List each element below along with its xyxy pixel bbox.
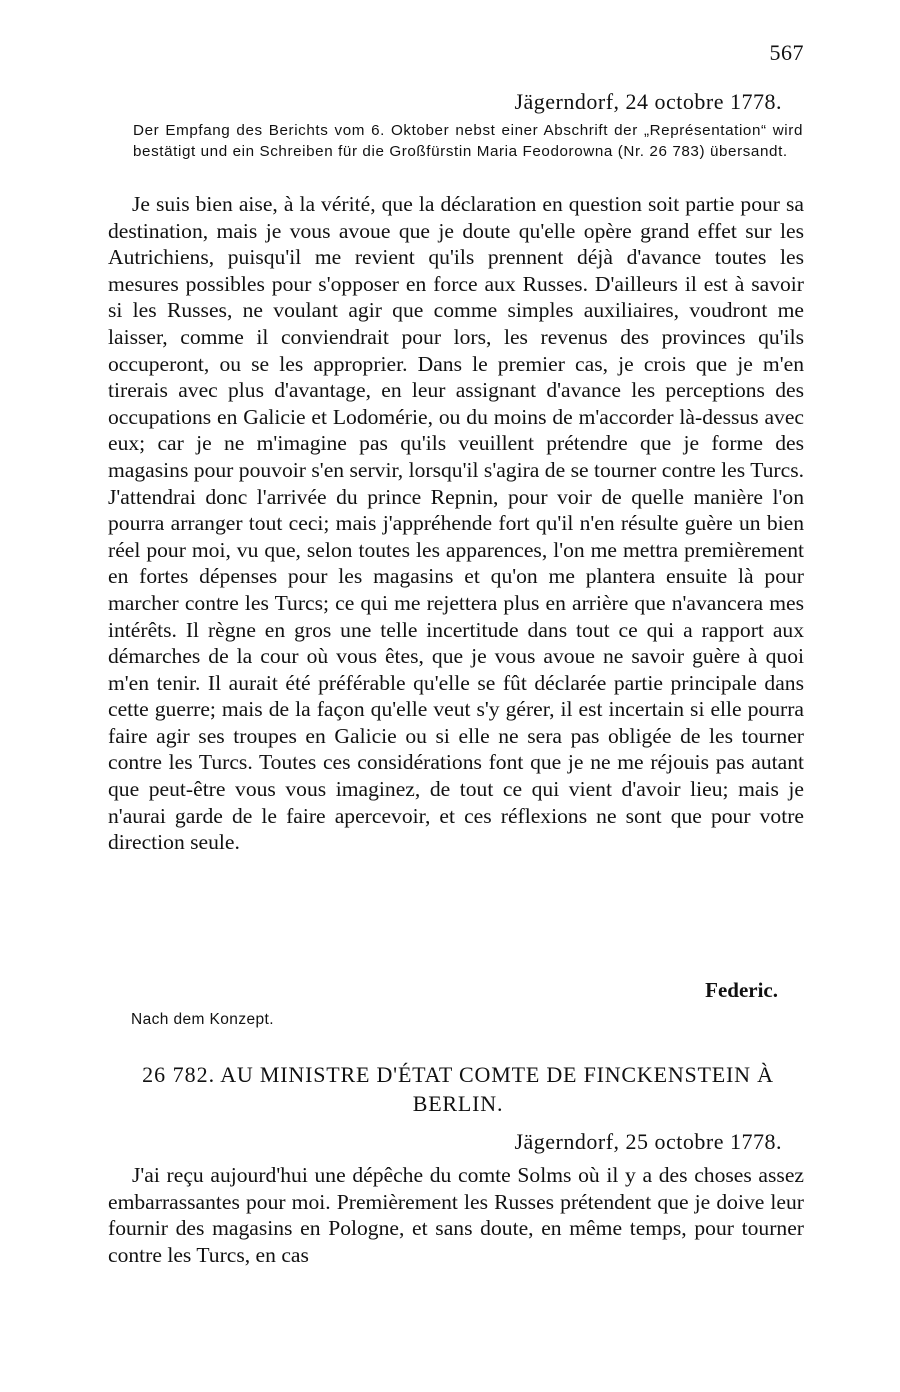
- letter2-title: AU MINISTRE D'ÉTAT COMTE DE FINCKENSTEIN À BERLIN.: [220, 1062, 774, 1116]
- letter1-body: [108, 191, 804, 856]
- page-number: 567: [769, 40, 804, 65]
- letter2-dateline: Jägerndorf, 25 octobre 1778.: [514, 1129, 782, 1154]
- letter-number: 26 782.: [142, 1062, 216, 1087]
- letter2-paragraph: J'ai reçu aujourd'hui une dépêche du comte Solms où il y a des choses assez embarrassantes pour moi. Premièrement les Russes prétendent que je doive leur fournir des magasins en Pologne, et sans doute, en même temps, pour tourner contre les Turcs, en cas: [108, 1163, 804, 1267]
- letter2-body: [108, 1162, 804, 1268]
- letter1-dateline: Jägerndorf, 24 octobre 1778.: [514, 89, 782, 114]
- letter1-paragraph: Je suis bien aise, à la vérité, que la déclaration en question soit partie pour sa destination, mais je vous avoue que je doute qu'elle opère grand effet sur les Autrichiens, puisqu'il me revient qu'ils prennent déjà d'avance toutes les mesures possibles pour s'opposer en force aux Russes. D'ailleurs il est à savoir si les Russes, ne voulant agir que comme simples auxiliaires, voudront me laisser, comme il conviendrait pour lors, les revenus des provinces qu'ils occuperont, ou se les approprier. Dans le premier cas, je crois que je m'en tirerais avec plus d'avantage, en leur assignant d'avance les perceptions des occupations en Galicie et Lodomérie, ou du moins de m'accorder là-dessus avec eux; car je ne m'imagine pas qu'ils veuillent prétendre que je forme des magasins pour pouvoir s'en servir, lorsqu'il s'agira de se tourner contre les Turcs. J'attendrai donc l'arrivée du prince Repnin, pour voir de quelle manière l'on pourra arranger tout ceci; mais j'appréhende fort qu'il n'en résulte guère un bien réel pour moi, vu que, selon toutes les apparences, l'on me mettra premièrement en fortes dépenses pour les magasins et qu'on me plantera ensuite là pour marcher contre les Turcs; ce qui me rejettera plus en arrière que n'avancera mes intérêts. Il règne en gros une telle incertitude dans tout ce qui a rapport aux démarches de la cour où vous êtes, que je vous avoue ne savoir guère à quoi m'en tenir. Il aurait été préférable qu'elle se fût déclarée partie principale dans cette guerre; mais de la façon qu'elle veut s'y gérer, il est incertain si elle pourra faire agir ses troupes en Galicie ou si elle ne sera pas obligée de les tourner contre les Turcs. Toutes ces considérations font que je ne me réjouis pas autant que peut-être vous vous imaginez, de tout ce qui vient d'avoir lieu; mais je n'aurai garde de le faire apercevoir, et ces réflexions ne sont que pour votre direction seule.: [108, 192, 804, 855]
- letter1-summary: Der Empfang des Berichts vom 6. Oktober nebst einer Abschrift der „Représentation“ wird bestätigt und ein Schreiben für die Großfürstin Maria Feodorowna (Nr. 26 783) übersandt.: [133, 122, 803, 160]
- source-note: Nach dem Konzept.: [131, 1011, 274, 1028]
- signature: Federic.: [705, 978, 778, 1002]
- letter2-heading: [108, 1060, 808, 1118]
